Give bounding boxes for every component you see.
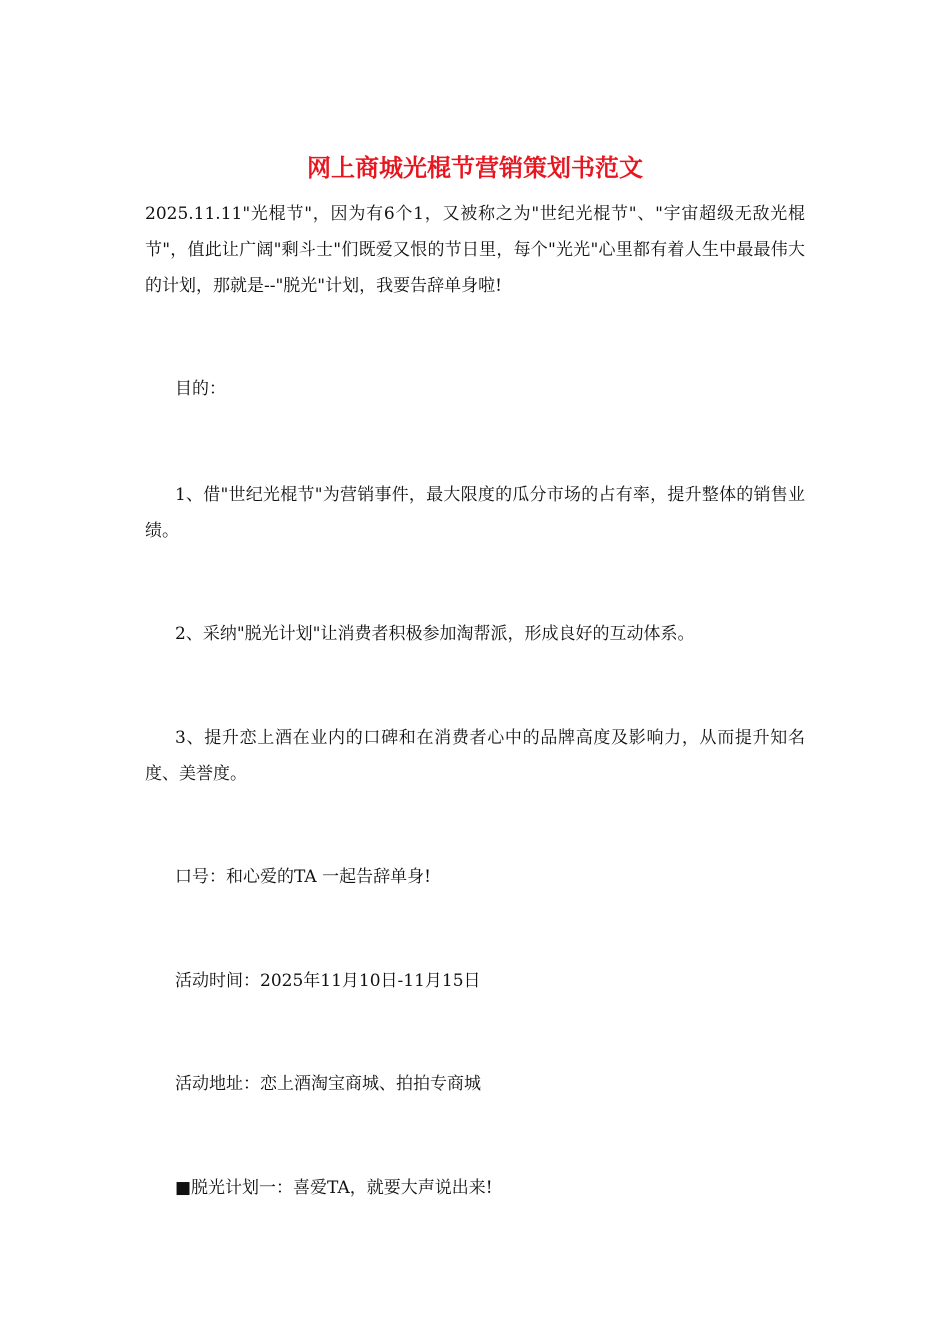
purpose-item-1: 1、借"世纪光棍节"为营销事件，最大限度的瓜分市场的占有率，提升整体的销售业绩。 [145, 485, 805, 541]
intro-paragraph: 2025.11.11"光棍节"，因为有6个1，又被称之为"世纪光棍节"、"宇宙超级无敌光棍节"，值此让广阔"剩斗士"们既爱又恨的节日里，每个"光光"心里都有着人生中最最伟大的计划，那就是--"脱光"计划，我要告辞单身啦! [145, 204, 805, 296]
document-title: 网上商城光棍节营销策划书范文 [307, 153, 643, 182]
activity-place-paragraph: 活动地址：恋上酒淘宝商城、拍拍专商城 [175, 1074, 481, 1094]
activity-time-paragraph: 活动时间：2025年11月10日-11月15日 [175, 971, 481, 991]
slogan-paragraph: 口号：和心爱的TA 一起告辞单身! [175, 867, 431, 887]
purpose-heading: 目的： [175, 379, 226, 399]
plan-one-heading: ■脱光计划一：喜爱TA，就要大声说出来! [175, 1178, 493, 1198]
purpose-item-2: 2、采纳"脱光计划"让消费者积极参加淘帮派，形成良好的互动体系。 [175, 624, 695, 644]
purpose-item-3: 3、提升恋上酒在业内的口碑和在消费者心中的品牌高度及影响力，从而提升知名度、美誉度。 [145, 728, 805, 784]
